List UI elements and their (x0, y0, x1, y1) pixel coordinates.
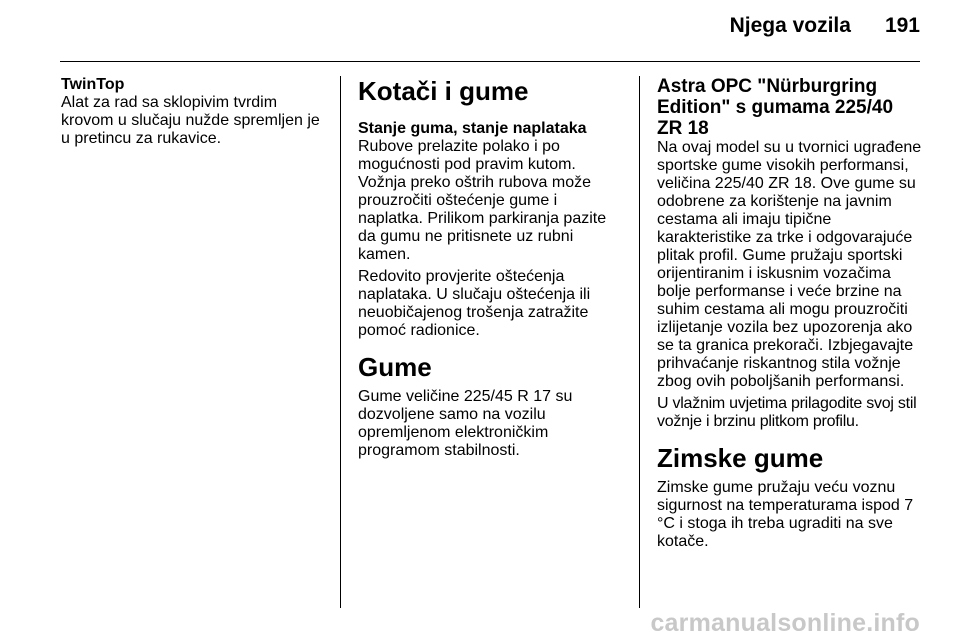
tyre-condition-text-1: Rubove prelazite polako i po mogućnosti pod pravim kutom. Vožnja preko oštrih rubova može prouzročiti oštećenje gume i naplatka. Prilikom parkiranja pazite da gumu ne pritisnete uz rubni kamen. (358, 138, 607, 263)
tyres-text: Gume veličine 225/45 R 17 su dozvoljene samo na vozilu opremljenom elektroničkim programom stabilnosti. (358, 388, 573, 459)
tyre-condition-text-2: Redovito provjerite oštećenja naplataka. U slučaju oštećenja ili neuobičajenog trošenja zatražite pomoć radionice. (358, 268, 591, 339)
page-header (730, 14, 920, 38)
tyres-heading: Gume (358, 352, 432, 382)
section-title: Njega vozila (729, 14, 851, 37)
tyre-condition-heading: Stanje guma, stanje naplataka (358, 120, 587, 137)
winter-tyres-heading: Zimske gume (657, 443, 824, 473)
wheels-tyres-title: Kotači i gume (358, 76, 529, 106)
column-middle (358, 76, 620, 464)
opc-text-2: U vlažnim uvjetima prilagodite svoj stil vožnje i brzinu plitkom profilu. (657, 395, 917, 430)
twintop-heading: TwinTop (61, 76, 125, 93)
opc-heading: Astra OPC "Nürburgring Edition" s gumama 225/40 ZR 18 (657, 76, 894, 139)
column-divider (639, 76, 640, 608)
page-number: 191 (884, 14, 920, 37)
watermark: carmanualsonline.info (650, 609, 920, 637)
column-right (657, 76, 923, 555)
header-rule (60, 61, 920, 62)
column-divider (340, 76, 341, 608)
opc-text-1: Na ovaj model su u tvornici ugrađene sportske gume visokih performansi, veličina 225/40 ZR 18. Ove gume su odobrene za korištenje na javnim cestama ali imaju tipične karakteristike za trke i odgovarajuće plitak profil. Gume pružaju sportski orijentiranim i iskusnim vozačima bolje performanse i veće brzine na suhim cestama ali mogu prouzročiti izlijetanje vozila bez upozorenja ako se ta granica prekorači. Izbjegavajte prihvaćanje riskantnog stila vožnje zbog ovih poboljšanih performansi. (657, 139, 922, 390)
winter-tyres-text: Zimske gume pružaju veću voznu sigurnost na temperaturama ispod 7 °C i stoga ih treba ugraditi na sve kotače. (657, 479, 914, 550)
twintop-text: Alat za rad sa sklopivim tvrdim krovom u slučaju nužde spremljen je u pretincu za rukavice. (61, 94, 320, 147)
column-left (61, 76, 329, 152)
